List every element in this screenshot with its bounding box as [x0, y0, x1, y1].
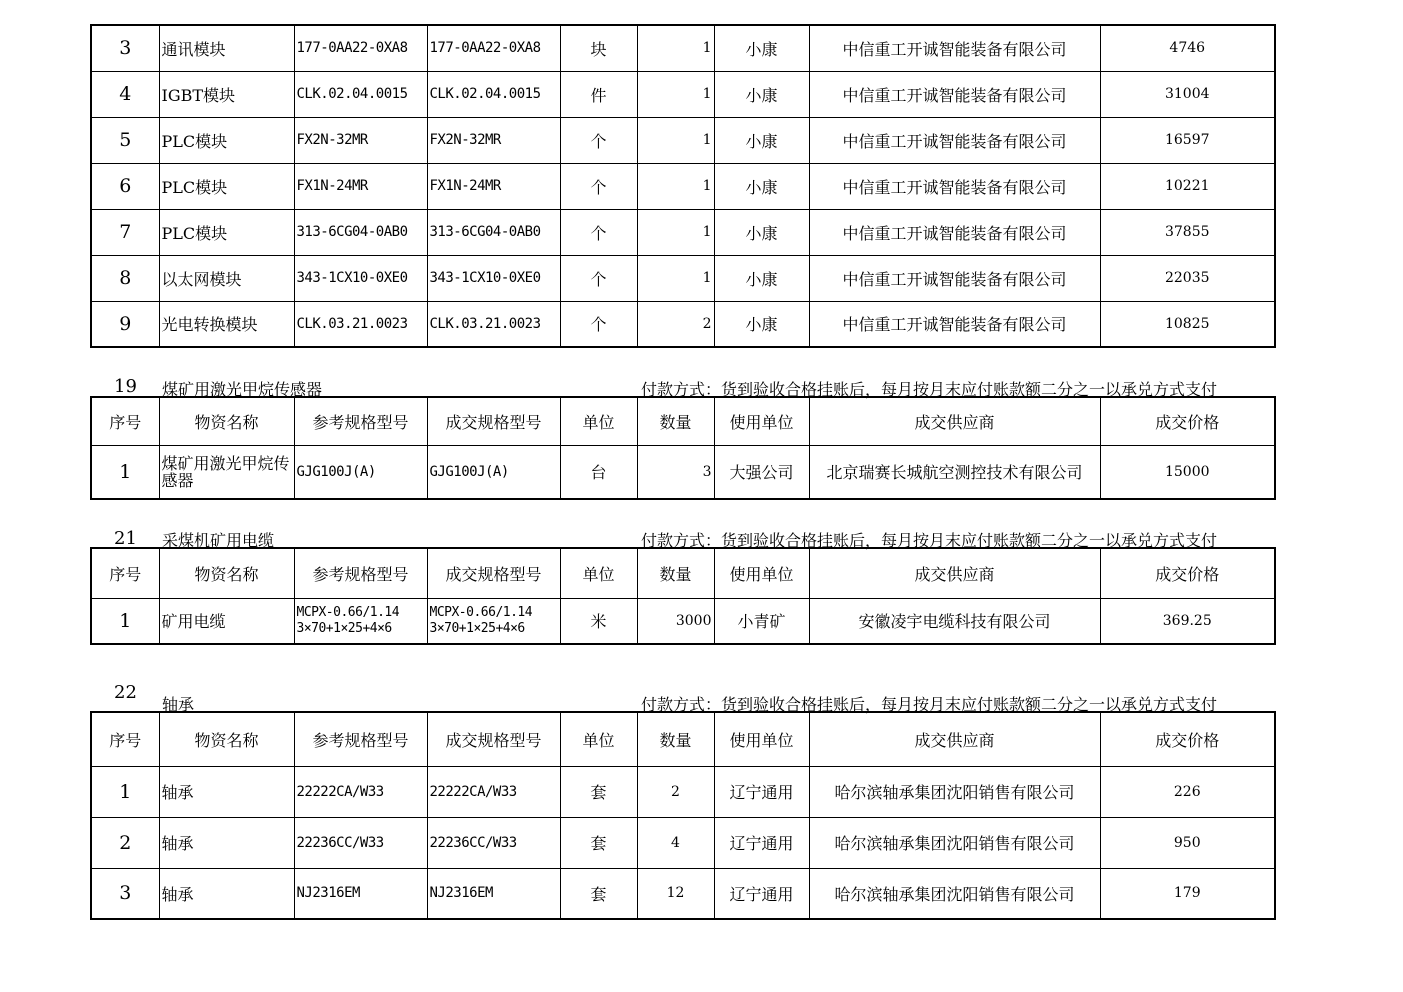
unit: 套 [560, 868, 637, 919]
column-header: 单位 [560, 712, 637, 766]
table-row [91, 255, 1275, 301]
material-name: 煤矿用激光甲烷传感器 [159, 445, 294, 499]
quantity: 2 [637, 301, 714, 347]
reference-spec: 22222CA/W33 [294, 766, 427, 817]
supplier: 中信重工开诚智能装备有限公司 [809, 163, 1100, 209]
supplier: 中信重工开诚智能装备有限公司 [809, 255, 1100, 301]
unit: 台 [560, 445, 637, 499]
material-name: 轴承 [159, 766, 294, 817]
material-name: 通讯模块 [159, 25, 294, 71]
reference-spec: CLK.02.04.0015 [294, 71, 427, 117]
using-unit: 小康 [714, 209, 809, 255]
table-header-row [91, 397, 1275, 445]
column-header: 参考规格型号 [294, 712, 427, 766]
column-header: 物资名称 [159, 712, 294, 766]
column-header: 使用单位 [714, 548, 809, 598]
unit: 个 [560, 163, 637, 209]
using-unit: 辽宁通用 [714, 868, 809, 919]
using-unit: 辽宁通用 [714, 766, 809, 817]
supplier: 中信重工开诚智能装备有限公司 [809, 25, 1100, 71]
deal-price: 4746 [1100, 25, 1275, 71]
column-header: 序号 [91, 548, 159, 598]
reference-spec: GJG100J(A) [294, 445, 427, 499]
reference-spec: 313-6CG04-0AB0 [294, 209, 427, 255]
column-header: 成交价格 [1100, 712, 1275, 766]
table-row [91, 301, 1275, 347]
deal-price: 15000 [1100, 445, 1275, 499]
material-name: 以太网模块 [159, 255, 294, 301]
unit: 个 [560, 301, 637, 347]
deal-spec: NJ2316EM [427, 868, 560, 919]
supplier: 北京瑞赛长城航空测控技术有限公司 [809, 445, 1100, 499]
quantity: 1 [637, 163, 714, 209]
deal-spec: 313-6CG04-0AB0 [427, 209, 560, 255]
reference-spec: NJ2316EM [294, 868, 427, 919]
reference-spec: CLK.03.21.0023 [294, 301, 427, 347]
supplier: 中信重工开诚智能装备有限公司 [809, 209, 1100, 255]
column-header: 物资名称 [159, 548, 294, 598]
column-header: 成交规格型号 [427, 397, 560, 445]
section-19-table [90, 396, 1276, 500]
payment-terms: 付款方式：货到验收合格挂账后，每月按月末应付账款额二分之一以承兑方式支付 [641, 531, 1218, 550]
section-number: 21 [114, 528, 137, 549]
supplier: 哈尔滨轴承集团沈阳销售有限公司 [809, 766, 1100, 817]
deal-spec: MCPX-0.66/1.14 3×70+1×25+4×6 [427, 598, 560, 644]
deal-price: 16597 [1100, 117, 1275, 163]
material-name: IGBT模块 [159, 71, 294, 117]
section-title: 煤矿用激光甲烷传感器 [162, 380, 323, 399]
deal-spec: FX1N-24MR [427, 163, 560, 209]
deal-price: 10221 [1100, 163, 1275, 209]
section-22-table [90, 711, 1276, 920]
deal-spec: 343-1CX10-0XE0 [427, 255, 560, 301]
material-name: PLC模块 [159, 117, 294, 163]
deal-spec: FX2N-32MR [427, 117, 560, 163]
row-number: 1 [91, 598, 159, 644]
deal-price: 369.25 [1100, 598, 1275, 644]
deal-price: 22035 [1100, 255, 1275, 301]
using-unit: 辽宁通用 [714, 817, 809, 868]
using-unit: 小康 [714, 163, 809, 209]
column-header: 成交规格型号 [427, 712, 560, 766]
row-number: 3 [91, 25, 159, 71]
deal-price: 10825 [1100, 301, 1275, 347]
column-header: 成交价格 [1100, 397, 1275, 445]
row-number: 9 [91, 301, 159, 347]
quantity: 4 [637, 817, 714, 868]
supplier: 哈尔滨轴承集团沈阳销售有限公司 [809, 817, 1100, 868]
section-title: 轴承 [162, 695, 195, 714]
deal-spec: 22236CC/W33 [427, 817, 560, 868]
material-name: PLC模块 [159, 209, 294, 255]
quantity: 3 [637, 445, 714, 499]
table-header-row [91, 548, 1275, 598]
column-header: 物资名称 [159, 397, 294, 445]
table-row [91, 209, 1275, 255]
unit: 个 [560, 117, 637, 163]
unit: 套 [560, 817, 637, 868]
unit: 件 [560, 71, 637, 117]
quantity: 2 [637, 766, 714, 817]
row-number: 5 [91, 117, 159, 163]
table-row [91, 25, 1275, 71]
table-row [91, 598, 1275, 644]
payment-terms: 付款方式：货到验收合格挂账后，每月按月末应付账款额二分之一以承兑方式支付 [641, 695, 1218, 714]
column-header: 成交规格型号 [427, 548, 560, 598]
column-header: 序号 [91, 397, 159, 445]
row-number: 6 [91, 163, 159, 209]
section-number: 19 [114, 376, 137, 397]
quantity: 1 [637, 25, 714, 71]
column-header: 数量 [637, 548, 714, 598]
supplier: 安徽凌宇电缆科技有限公司 [809, 598, 1100, 644]
column-header: 使用单位 [714, 397, 809, 445]
deal-spec: CLK.03.21.0023 [427, 301, 560, 347]
table-row [91, 445, 1275, 499]
using-unit: 小康 [714, 71, 809, 117]
table-row [91, 868, 1275, 919]
column-header: 单位 [560, 397, 637, 445]
top-table [90, 24, 1276, 348]
deal-spec: CLK.02.04.0015 [427, 71, 560, 117]
deal-spec: 22222CA/W33 [427, 766, 560, 817]
unit: 个 [560, 209, 637, 255]
section-title: 采煤机矿用电缆 [162, 531, 275, 550]
column-header: 序号 [91, 712, 159, 766]
unit: 个 [560, 255, 637, 301]
column-header: 成交供应商 [809, 397, 1100, 445]
payment-terms: 付款方式：货到验收合格挂账后，每月按月末应付账款额二分之一以承兑方式支付 [641, 380, 1218, 399]
using-unit: 小青矿 [714, 598, 809, 644]
row-number: 1 [91, 445, 159, 499]
unit: 块 [560, 25, 637, 71]
deal-price: 950 [1100, 817, 1275, 868]
table-row [91, 817, 1275, 868]
column-header: 成交供应商 [809, 548, 1100, 598]
column-header: 成交供应商 [809, 712, 1100, 766]
section-21-table [90, 547, 1276, 645]
table-header-row [91, 712, 1275, 766]
table-row [91, 117, 1275, 163]
table-row [91, 766, 1275, 817]
using-unit: 小康 [714, 301, 809, 347]
material-name: 矿用电缆 [159, 598, 294, 644]
column-header: 数量 [637, 397, 714, 445]
reference-spec: 343-1CX10-0XE0 [294, 255, 427, 301]
reference-spec: FX2N-32MR [294, 117, 427, 163]
column-header: 成交价格 [1100, 548, 1275, 598]
column-header: 使用单位 [714, 712, 809, 766]
deal-price: 31004 [1100, 71, 1275, 117]
column-header: 单位 [560, 548, 637, 598]
deal-spec: 177-0AA22-0XA8 [427, 25, 560, 71]
table-row [91, 163, 1275, 209]
row-number: 2 [91, 817, 159, 868]
material-name: 光电转换模块 [159, 301, 294, 347]
reference-spec: MCPX-0.66/1.14 3×70+1×25+4×6 [294, 598, 427, 644]
row-number: 4 [91, 71, 159, 117]
deal-price: 179 [1100, 868, 1275, 919]
quantity: 1 [637, 209, 714, 255]
quantity: 1 [637, 117, 714, 163]
row-number: 1 [91, 766, 159, 817]
column-header: 数量 [637, 712, 714, 766]
row-number: 7 [91, 209, 159, 255]
using-unit: 小康 [714, 255, 809, 301]
column-header: 参考规格型号 [294, 548, 427, 598]
material-name: 轴承 [159, 868, 294, 919]
deal-price: 226 [1100, 766, 1275, 817]
supplier: 中信重工开诚智能装备有限公司 [809, 301, 1100, 347]
quantity: 1 [637, 255, 714, 301]
section-number: 22 [114, 682, 137, 703]
reference-spec: FX1N-24MR [294, 163, 427, 209]
using-unit: 大强公司 [714, 445, 809, 499]
row-number: 8 [91, 255, 159, 301]
quantity: 12 [637, 868, 714, 919]
supplier: 中信重工开诚智能装备有限公司 [809, 117, 1100, 163]
deal-spec: GJG100J(A) [427, 445, 560, 499]
using-unit: 小康 [714, 25, 809, 71]
table-row [91, 71, 1275, 117]
material-name: PLC模块 [159, 163, 294, 209]
unit: 套 [560, 766, 637, 817]
supplier: 中信重工开诚智能装备有限公司 [809, 71, 1100, 117]
using-unit: 小康 [714, 117, 809, 163]
material-name: 轴承 [159, 817, 294, 868]
unit: 米 [560, 598, 637, 644]
quantity: 1 [637, 71, 714, 117]
supplier: 哈尔滨轴承集团沈阳销售有限公司 [809, 868, 1100, 919]
quantity: 3000 [637, 598, 714, 644]
row-number: 3 [91, 868, 159, 919]
column-header: 参考规格型号 [294, 397, 427, 445]
deal-price: 37855 [1100, 209, 1275, 255]
reference-spec: 22236CC/W33 [294, 817, 427, 868]
reference-spec: 177-0AA22-0XA8 [294, 25, 427, 71]
